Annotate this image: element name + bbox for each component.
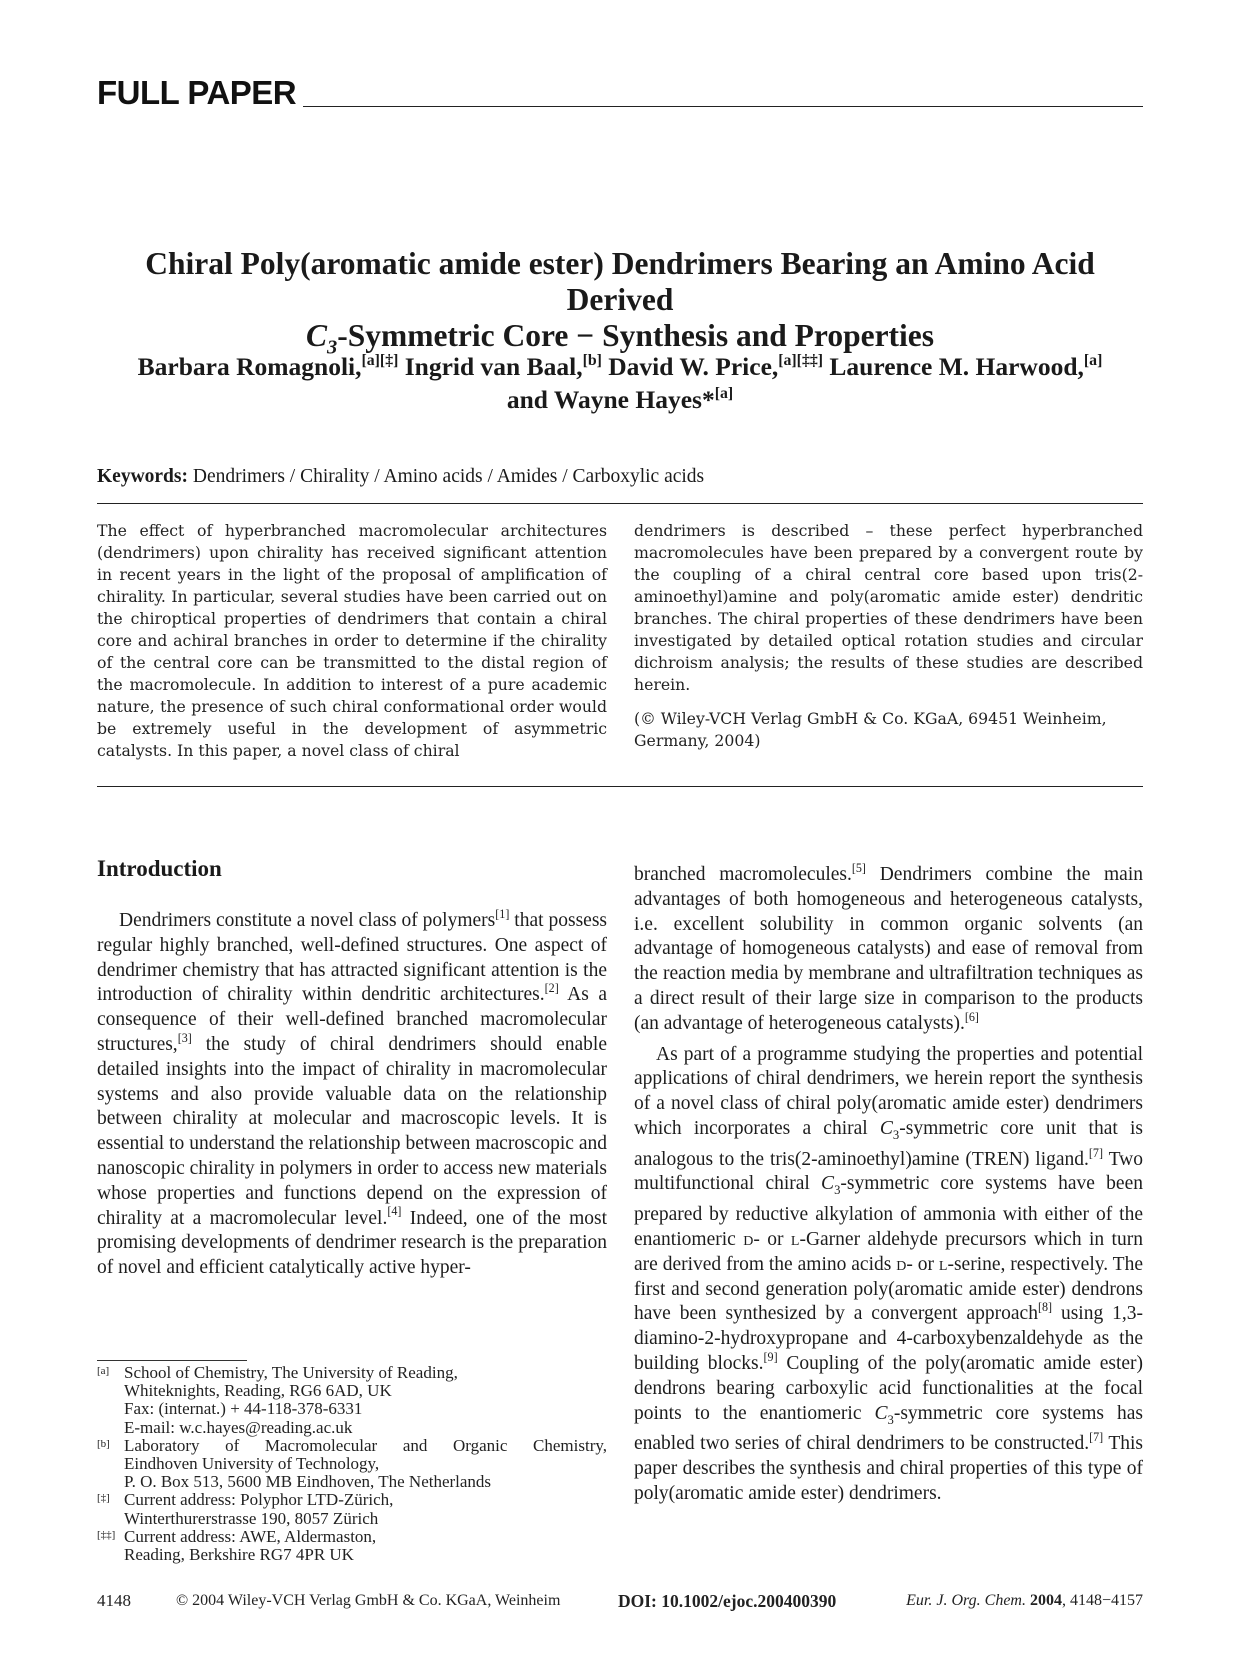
citation: [2]	[544, 981, 559, 996]
journal-citation: Eur. J. Org. Chem. 2004, 4148−4157	[906, 1592, 1143, 1609]
affiliation-mark: [‡]	[97, 1492, 110, 1505]
author-line-2	[90, 383, 1150, 416]
citation: [7]	[1089, 1430, 1104, 1445]
affiliation-mark: [‡‡]	[97, 1528, 116, 1541]
intro-paragraph-2: As part of a programme studying the properties and potential applications of chiral dendrimers, we herein report the synthesis of a novel class of chiral poly(aromatic amide ester) dendrimers which incorporates a chiral $C_3$-symmetric core unit that is analogous to the tris(2-aminoethyl)amine (TREN) ligand.[7] Two multifunctional chiral $C_3$-symmetric core systems have been prepared by reductive alkylation of ammonia with either of the enantiomeric d- or l-Garner aldehyde precursors which in turn are derived from the amino acids d- or l-serine, respectively. The first and second generation poly(aromatic amide ester) dendrons have been synthesized by a convergent approach[8] using 1,3-diamino-2-hydroxypropane and 4-carboxybenzaldehyde as the building blocks.[9] Coupling of the poly(aromatic amide ester) dendrons bearing carboxylic acid functionalities at the focal points to the enantiomeric $C_3$-symmetric core systems has enabled two series of chiral dendrimers to be constructed.[7] This paper describes the synthesis and chiral properties of this type of poly(aromatic amide ester) dendrimers.	[634, 1043, 1143, 1504]
affiliation-line: Current address: AWE, Aldermaston,	[124, 1526, 377, 1546]
title-line-1: Chiral Poly(aromatic amide ester) Dendrimers Bearing an Amino Acid Derived	[145, 246, 1095, 317]
abstract-column-left	[97, 520, 607, 762]
affiliation-mark: [a]	[97, 1365, 110, 1377]
email-link[interactable]: E-mail: w.c.hayes@reading.ac.uk	[124, 1417, 353, 1437]
doi[interactable]: DOI: 10.1002/ejoc.200400390	[618, 1591, 837, 1611]
affiliation-line: Reading, Berkshire RG7 4PR UK	[124, 1545, 354, 1565]
author-van-baal: Ingrid van Baal,[b]	[404, 351, 602, 381]
affiliation-line: Laboratory of Macromolecular and Organic Chemistry,	[124, 1435, 607, 1455]
citation: [7]	[1088, 1145, 1103, 1160]
abstract-copyright: (© Wiley-VCH Verlag GmbH & Co. KGaA, 69451 Weinheim, Germany, 2004)	[634, 709, 1107, 750]
affiliation-a	[97, 1364, 607, 1437]
intro-column-right	[634, 860, 1143, 1507]
affiliation-line: P. O. Box 513, 5600 MB Eindhoven, The Netherlands	[124, 1472, 492, 1492]
author-line-1	[90, 350, 1150, 383]
affiliation-line: Current address: Polyphor LTD-Zürich,	[124, 1490, 394, 1510]
affiliations	[97, 1364, 607, 1564]
author-hayes: and Wayne Hayes*[a]	[506, 384, 734, 414]
intro-paragraph-1-cont: branched macromolecules.[5] Dendrimers combine the main advantages of both homogeneous and heterogeneous catalysts, i.e. excellent solubility in common organic solvents (an advantage of homogeneous catalysts) and ease of removal from the reaction media by membrane and ultrafiltration techniques as a direct result of their large size in comparison to the products (an advantage of heterogeneous catalysts).[6]	[634, 860, 1143, 1034]
keywords-text: Dendrimers / Chirality / Amino acids / Amides / Carboxylic acids	[192, 466, 705, 487]
affiliation-mark: [b]	[97, 1437, 110, 1450]
citation: [9]	[763, 1349, 778, 1364]
author-romagnoli: Barbara Romagnoli,[a][‡]	[137, 351, 399, 381]
keywords	[97, 465, 704, 489]
section-label: FULL PAPER	[97, 74, 297, 111]
abstract-text-right: dendrimers is described – these perfect hyperbranched macromolecules have been prepared by a convergent route by the coupling of a chiral central core based upon tris(2-aminoethyl)amine and poly(aromatic amide ester) dendritic branches. The chiral properties of these dendrimers have been investigated by detailed optical rotation studies and circular dichroism analysis; the results of these studies are described herein.	[634, 521, 1143, 694]
footnote-rule	[97, 1360, 247, 1361]
affiliation-line: Fax: (internat.) + 44-118-378-6331	[124, 1399, 363, 1419]
introduction-heading: Introduction	[97, 856, 222, 881]
affiliation-double-dagger	[97, 1528, 607, 1564]
abstract-bottom-rule	[97, 786, 1143, 787]
author-price: David W. Price,[a][‡‡]	[608, 351, 824, 381]
affiliation-line: School of Chemistry, The University of Reading,	[124, 1363, 458, 1382]
keywords-label: Keywords:	[97, 466, 188, 487]
citation: [8]	[1037, 1300, 1053, 1315]
page-number: 4148	[97, 1591, 131, 1610]
author-list	[90, 350, 1150, 416]
citation: [5]	[851, 860, 866, 875]
c3-symbol: $C_3$	[305, 318, 338, 359]
intro-paragraph-1: Dendrimers constitute a novel class of polymers[1] that possess regular highly branched, well-defined structures. One aspect of dendrimer chemistry that has attracted significant attention is the introduction of chirality within dendritic architectures.[2] As a consequence of their well-defined branched macromolecular structures,[3] the study of chiral dendrimers should enable detailed insights into the impact of chirality in macromolecular systems and also provide valuable data on the relationship between chirality at molecular and macroscopic levels. It is essential to understand the relationship between macroscopic and nanoscopic chirality in polymers in order to access new materials whose properties and functions depend on the expression of chirality at a macromolecular level.[4] Indeed, one of the most promising developments of dendrimer research is the preparation of novel and efficient catalytically active hyper-	[97, 906, 608, 1279]
intro-column-left	[97, 906, 608, 1281]
footer-copyright: © 2004 Wiley-VCH Verlag GmbH & Co. KGaA, Weinheim	[176, 1592, 561, 1609]
abstract-column-right	[634, 520, 1143, 752]
citation: [6]	[964, 1009, 979, 1024]
abstract-top-rule	[97, 503, 1143, 504]
header-rule	[303, 106, 1143, 107]
author-harwood: Laurence M. Harwood,[a]	[829, 351, 1103, 381]
citation: [4]	[387, 1204, 402, 1219]
title-line-2: $C_3$-Symmetric Core − Synthesis and Properties	[305, 318, 935, 359]
abstract-text-left: The effect of hyperbranched macromolecular architectures (dendrimers) upon chirality has received significant attention in recent years in the light of the proposal of amplification of chirality. In particular, several studies have been carried out on the chiroptical properties of dendrimers that contain a chiral core and achiral branches in order to determine if the chirality of the central core can be transmitted to the distal region of the macromolecule. In addition to interest of a pure academic nature, the presence of such chiral conformational order would be extremely useful in the development of asymmetric catalysts. In this paper, a novel class of chiral	[97, 521, 607, 760]
affiliation-b	[97, 1437, 607, 1492]
affiliation-line: Whiteknights, Reading, RG6 6AD, UK	[124, 1381, 392, 1401]
affiliation-line: Winterthurerstrasse 190, 8057 Zürich	[124, 1508, 379, 1528]
paper-title	[90, 246, 1150, 365]
citation: [3]	[177, 1030, 192, 1045]
affiliation-dagger	[97, 1491, 607, 1527]
citation: [1]	[495, 906, 510, 921]
affiliation-line: Eindhoven University of Technology,	[124, 1454, 380, 1474]
